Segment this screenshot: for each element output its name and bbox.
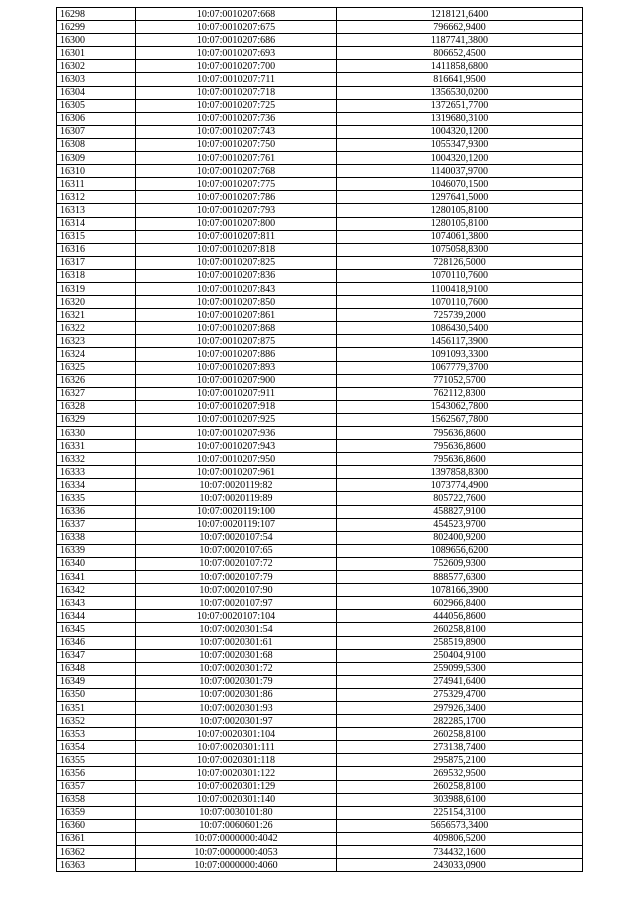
document-page [56,7,583,872]
row-number-cell: 16329 [57,413,136,426]
row-number-cell: 16323 [57,335,136,348]
cadastral-number-cell: 10:07:0010207:961 [136,466,337,479]
value-cell: 1091093,3300 [337,348,583,361]
value-cell: 260258,8100 [337,728,583,741]
row-number-cell: 16300 [57,34,136,47]
row-number-cell: 16301 [57,47,136,60]
table-row [57,73,583,86]
table-row [57,741,583,754]
row-number-cell: 16319 [57,282,136,295]
value-cell: 275329,4700 [337,688,583,701]
table-row [57,374,583,387]
cadastral-number-cell: 10:07:0010207:761 [136,152,337,165]
value-cell: 1319680,3100 [337,112,583,125]
row-number-cell: 16320 [57,296,136,309]
cadastral-number-cell: 10:07:0010207:718 [136,86,337,99]
table-row [57,610,583,623]
row-number-cell: 16317 [57,256,136,269]
cadastral-number-cell: 10:07:0010207:793 [136,204,337,217]
cadastral-number-cell: 10:07:0010207:861 [136,309,337,322]
value-cell: 1543062,7800 [337,400,583,413]
table-row [57,531,583,544]
row-number-cell: 16351 [57,701,136,714]
row-number-cell: 16310 [57,165,136,178]
cadastral-number-cell: 10:07:0010207:943 [136,440,337,453]
value-cell: 1078166,3900 [337,584,583,597]
table-row [57,99,583,112]
cadastral-number-cell: 10:07:0010207:775 [136,178,337,191]
value-cell: 409806,5200 [337,832,583,845]
table-row [57,309,583,322]
cadastral-number-cell: 10:07:0010207:700 [136,60,337,73]
row-number-cell: 16299 [57,21,136,34]
value-cell: 1140037,9700 [337,165,583,178]
row-number-cell: 16332 [57,453,136,466]
row-number-cell: 16347 [57,649,136,662]
cadastral-number-cell: 10:07:0020301:86 [136,688,337,701]
table-row [57,243,583,256]
value-cell: 1372651,7700 [337,99,583,112]
cadastral-number-cell: 10:07:0020301:111 [136,741,337,754]
value-cell: 1397858,8300 [337,466,583,479]
table-row [57,767,583,780]
value-cell: 1411858,6800 [337,60,583,73]
cadastral-number-cell: 10:07:0020107:72 [136,557,337,570]
cadastral-number-cell: 10:07:0020301:140 [136,793,337,806]
table-row [57,21,583,34]
row-number-cell: 16330 [57,427,136,440]
cadastral-number-cell: 10:07:0020301:68 [136,649,337,662]
cadastral-number-cell: 10:07:0020301:104 [136,728,337,741]
value-cell: 243033,0900 [337,859,583,872]
value-cell: 1356530,0200 [337,86,583,99]
row-number-cell: 16304 [57,86,136,99]
value-cell: 805722,7600 [337,492,583,505]
row-number-cell: 16362 [57,846,136,859]
row-number-cell: 16333 [57,466,136,479]
cadastral-number-cell: 10:07:0010207:868 [136,322,337,335]
table-row [57,859,583,872]
value-cell: 259099,5300 [337,662,583,675]
cadastral-number-cell: 10:07:0030101:80 [136,806,337,819]
cadastral-number-cell: 10:07:0020119:82 [136,479,337,492]
row-number-cell: 16302 [57,60,136,73]
row-number-cell: 16331 [57,440,136,453]
cadastral-number-cell: 10:07:0010207:843 [136,282,337,295]
table-row [57,361,583,374]
table-row [57,636,583,649]
cadastral-number-cell: 10:07:0010207:893 [136,361,337,374]
value-cell: 795636,8600 [337,440,583,453]
value-cell: 1280105,8100 [337,217,583,230]
row-number-cell: 16346 [57,636,136,649]
table-row [57,832,583,845]
table-row [57,112,583,125]
value-cell: 1070110,7600 [337,269,583,282]
table-row [57,427,583,440]
row-number-cell: 16324 [57,348,136,361]
value-cell: 802400,9200 [337,531,583,544]
value-cell: 458827,9100 [337,505,583,518]
row-number-cell: 16348 [57,662,136,675]
data-table [56,7,583,872]
table-row [57,322,583,335]
cadastral-number-cell: 10:07:0010207:825 [136,256,337,269]
table-row [57,479,583,492]
value-cell: 1297641,5000 [337,191,583,204]
row-number-cell: 16356 [57,767,136,780]
row-number-cell: 16322 [57,322,136,335]
table-row [57,688,583,701]
table-row [57,597,583,610]
cadastral-number-cell: 10:07:0020301:54 [136,623,337,636]
row-number-cell: 16355 [57,754,136,767]
cadastral-number-cell: 10:07:0020119:89 [136,492,337,505]
table-row [57,518,583,531]
value-cell: 795636,8600 [337,453,583,466]
row-number-cell: 16360 [57,819,136,832]
value-cell: 1218121,6400 [337,8,583,21]
cadastral-number-cell: 10:07:0020301:61 [136,636,337,649]
value-cell: 806652,4500 [337,47,583,60]
table-row [57,125,583,138]
value-cell: 444056,8600 [337,610,583,623]
cadastral-number-cell: 10:07:0000000:4053 [136,846,337,859]
row-number-cell: 16338 [57,531,136,544]
value-cell: 225154,3100 [337,806,583,819]
cadastral-number-cell: 10:07:0010207:818 [136,243,337,256]
row-number-cell: 16337 [57,518,136,531]
cadastral-number-cell: 10:07:0010207:750 [136,138,337,151]
value-cell: 258519,8900 [337,636,583,649]
cadastral-number-cell: 10:07:0020119:100 [136,505,337,518]
table-row [57,8,583,21]
table-row [57,165,583,178]
table-row [57,623,583,636]
row-number-cell: 16342 [57,584,136,597]
value-cell: 796662,9400 [337,21,583,34]
row-number-cell: 16349 [57,675,136,688]
table-row [57,846,583,859]
value-cell: 297926,3400 [337,701,583,714]
cadastral-number-cell: 10:07:0020301:129 [136,780,337,793]
cadastral-number-cell: 10:07:0020119:107 [136,518,337,531]
value-cell: 303988,6100 [337,793,583,806]
value-cell: 1089656,6200 [337,544,583,557]
row-number-cell: 16354 [57,741,136,754]
value-cell: 1100418,9100 [337,282,583,295]
value-cell: 1073774,4900 [337,479,583,492]
value-cell: 273138,7400 [337,741,583,754]
table-row [57,505,583,518]
value-cell: 1055347,9300 [337,138,583,151]
table-row [57,269,583,282]
cadastral-number-cell: 10:07:0000000:4060 [136,859,337,872]
value-cell: 1280105,8100 [337,204,583,217]
row-number-cell: 16298 [57,8,136,21]
value-cell: 1067779,3700 [337,361,583,374]
cadastral-number-cell: 10:07:0020301:93 [136,701,337,714]
value-cell: 888577,6300 [337,571,583,584]
row-number-cell: 16335 [57,492,136,505]
value-cell: 1046070,1500 [337,178,583,191]
row-number-cell: 16350 [57,688,136,701]
table-row [57,715,583,728]
cadastral-number-cell: 10:07:0010207:736 [136,112,337,125]
table-row [57,335,583,348]
table-row [57,806,583,819]
value-cell: 734432,1600 [337,846,583,859]
cadastral-number-cell: 10:07:0020301:97 [136,715,337,728]
row-number-cell: 16358 [57,793,136,806]
cadastral-number-cell: 10:07:0010207:918 [136,400,337,413]
row-number-cell: 16326 [57,374,136,387]
cadastral-number-cell: 10:07:0020107:65 [136,544,337,557]
cadastral-number-cell: 10:07:0020107:79 [136,571,337,584]
row-number-cell: 16352 [57,715,136,728]
cadastral-number-cell: 10:07:0010207:725 [136,99,337,112]
table-row [57,453,583,466]
table-row [57,649,583,662]
row-number-cell: 16359 [57,806,136,819]
row-number-cell: 16313 [57,204,136,217]
cadastral-number-cell: 10:07:0020107:90 [136,584,337,597]
row-number-cell: 16312 [57,191,136,204]
table-row [57,466,583,479]
table-row [57,492,583,505]
cadastral-number-cell: 10:07:0010207:800 [136,217,337,230]
table-row [57,152,583,165]
value-cell: 602966,8400 [337,597,583,610]
cadastral-number-cell: 10:07:0020301:79 [136,675,337,688]
row-number-cell: 16327 [57,387,136,400]
table-row [57,191,583,204]
table-body [57,8,583,872]
table-row [57,230,583,243]
cadastral-number-cell: 10:07:0020107:54 [136,531,337,544]
table-row [57,440,583,453]
table-row [57,819,583,832]
row-number-cell: 16325 [57,361,136,374]
value-cell: 1004320,1200 [337,125,583,138]
row-number-cell: 16343 [57,597,136,610]
table-row [57,178,583,191]
row-number-cell: 16308 [57,138,136,151]
value-cell: 260258,8100 [337,623,583,636]
row-number-cell: 16339 [57,544,136,557]
row-number-cell: 16309 [57,152,136,165]
row-number-cell: 16357 [57,780,136,793]
row-number-cell: 16306 [57,112,136,125]
row-number-cell: 16341 [57,571,136,584]
table-row [57,544,583,557]
table-row [57,754,583,767]
row-number-cell: 16307 [57,125,136,138]
value-cell: 725739,2000 [337,309,583,322]
cadastral-number-cell: 10:07:0010207:711 [136,73,337,86]
value-cell: 1075058,8300 [337,243,583,256]
row-number-cell: 16305 [57,99,136,112]
row-number-cell: 16303 [57,73,136,86]
table-row [57,138,583,151]
cadastral-number-cell: 10:07:0020107:104 [136,610,337,623]
row-number-cell: 16315 [57,230,136,243]
cadastral-number-cell: 10:07:0010207:950 [136,453,337,466]
row-number-cell: 16345 [57,623,136,636]
row-number-cell: 16340 [57,557,136,570]
table-row [57,780,583,793]
row-number-cell: 16328 [57,400,136,413]
value-cell: 1004320,1200 [337,152,583,165]
value-cell: 269532,9500 [337,767,583,780]
cadastral-number-cell: 10:07:0010207:911 [136,387,337,400]
cadastral-number-cell: 10:07:0010207:686 [136,34,337,47]
row-number-cell: 16321 [57,309,136,322]
cadastral-number-cell: 10:07:0020301:122 [136,767,337,780]
value-cell: 1187741,3800 [337,34,583,47]
cadastral-number-cell: 10:07:0010207:850 [136,296,337,309]
value-cell: 1562567,7800 [337,413,583,426]
value-cell: 795636,8600 [337,427,583,440]
row-number-cell: 16353 [57,728,136,741]
cadastral-number-cell: 10:07:0010207:811 [136,230,337,243]
cadastral-number-cell: 10:07:0010207:900 [136,374,337,387]
table-row [57,296,583,309]
table-row [57,60,583,73]
value-cell: 752609,9300 [337,557,583,570]
row-number-cell: 16316 [57,243,136,256]
cadastral-number-cell: 10:07:0010207:875 [136,335,337,348]
row-number-cell: 16311 [57,178,136,191]
value-cell: 1074061,3800 [337,230,583,243]
table-row [57,557,583,570]
table-row [57,701,583,714]
table-row [57,584,583,597]
cadastral-number-cell: 10:07:0000000:4042 [136,832,337,845]
table-row [57,256,583,269]
cadastral-number-cell: 10:07:0010207:693 [136,47,337,60]
table-row [57,662,583,675]
cadastral-number-cell: 10:07:0010207:743 [136,125,337,138]
cadastral-number-cell: 10:07:0060601:26 [136,819,337,832]
table-row [57,47,583,60]
cadastral-number-cell: 10:07:0010207:786 [136,191,337,204]
table-row [57,571,583,584]
table-row [57,400,583,413]
row-number-cell: 16314 [57,217,136,230]
table-row [57,204,583,217]
value-cell: 771052,5700 [337,374,583,387]
row-number-cell: 16318 [57,269,136,282]
cadastral-number-cell: 10:07:0010207:768 [136,165,337,178]
value-cell: 1456117,3900 [337,335,583,348]
value-cell: 274941,6400 [337,675,583,688]
table-row [57,282,583,295]
cadastral-number-cell: 10:07:0010207:925 [136,413,337,426]
cadastral-number-cell: 10:07:0010207:668 [136,8,337,21]
table-row [57,34,583,47]
value-cell: 282285,1700 [337,715,583,728]
value-cell: 454523,9700 [337,518,583,531]
table-row [57,413,583,426]
table-row [57,675,583,688]
value-cell: 5656573,3400 [337,819,583,832]
value-cell: 728126,5000 [337,256,583,269]
table-row [57,793,583,806]
cadastral-number-cell: 10:07:0020301:72 [136,662,337,675]
value-cell: 762112,8300 [337,387,583,400]
table-row [57,217,583,230]
value-cell: 260258,8100 [337,780,583,793]
cadastral-number-cell: 10:07:0010207:675 [136,21,337,34]
cadastral-number-cell: 10:07:0020107:97 [136,597,337,610]
table-row [57,86,583,99]
cadastral-number-cell: 10:07:0020301:118 [136,754,337,767]
row-number-cell: 16336 [57,505,136,518]
cadastral-number-cell: 10:07:0010207:886 [136,348,337,361]
cadastral-number-cell: 10:07:0010207:836 [136,269,337,282]
table-row [57,728,583,741]
row-number-cell: 16363 [57,859,136,872]
table-row [57,348,583,361]
value-cell: 1070110,7600 [337,296,583,309]
value-cell: 250404,9100 [337,649,583,662]
table-row [57,387,583,400]
value-cell: 295875,2100 [337,754,583,767]
row-number-cell: 16334 [57,479,136,492]
row-number-cell: 16344 [57,610,136,623]
value-cell: 816641,9500 [337,73,583,86]
cadastral-number-cell: 10:07:0010207:936 [136,427,337,440]
row-number-cell: 16361 [57,832,136,845]
value-cell: 1086430,5400 [337,322,583,335]
